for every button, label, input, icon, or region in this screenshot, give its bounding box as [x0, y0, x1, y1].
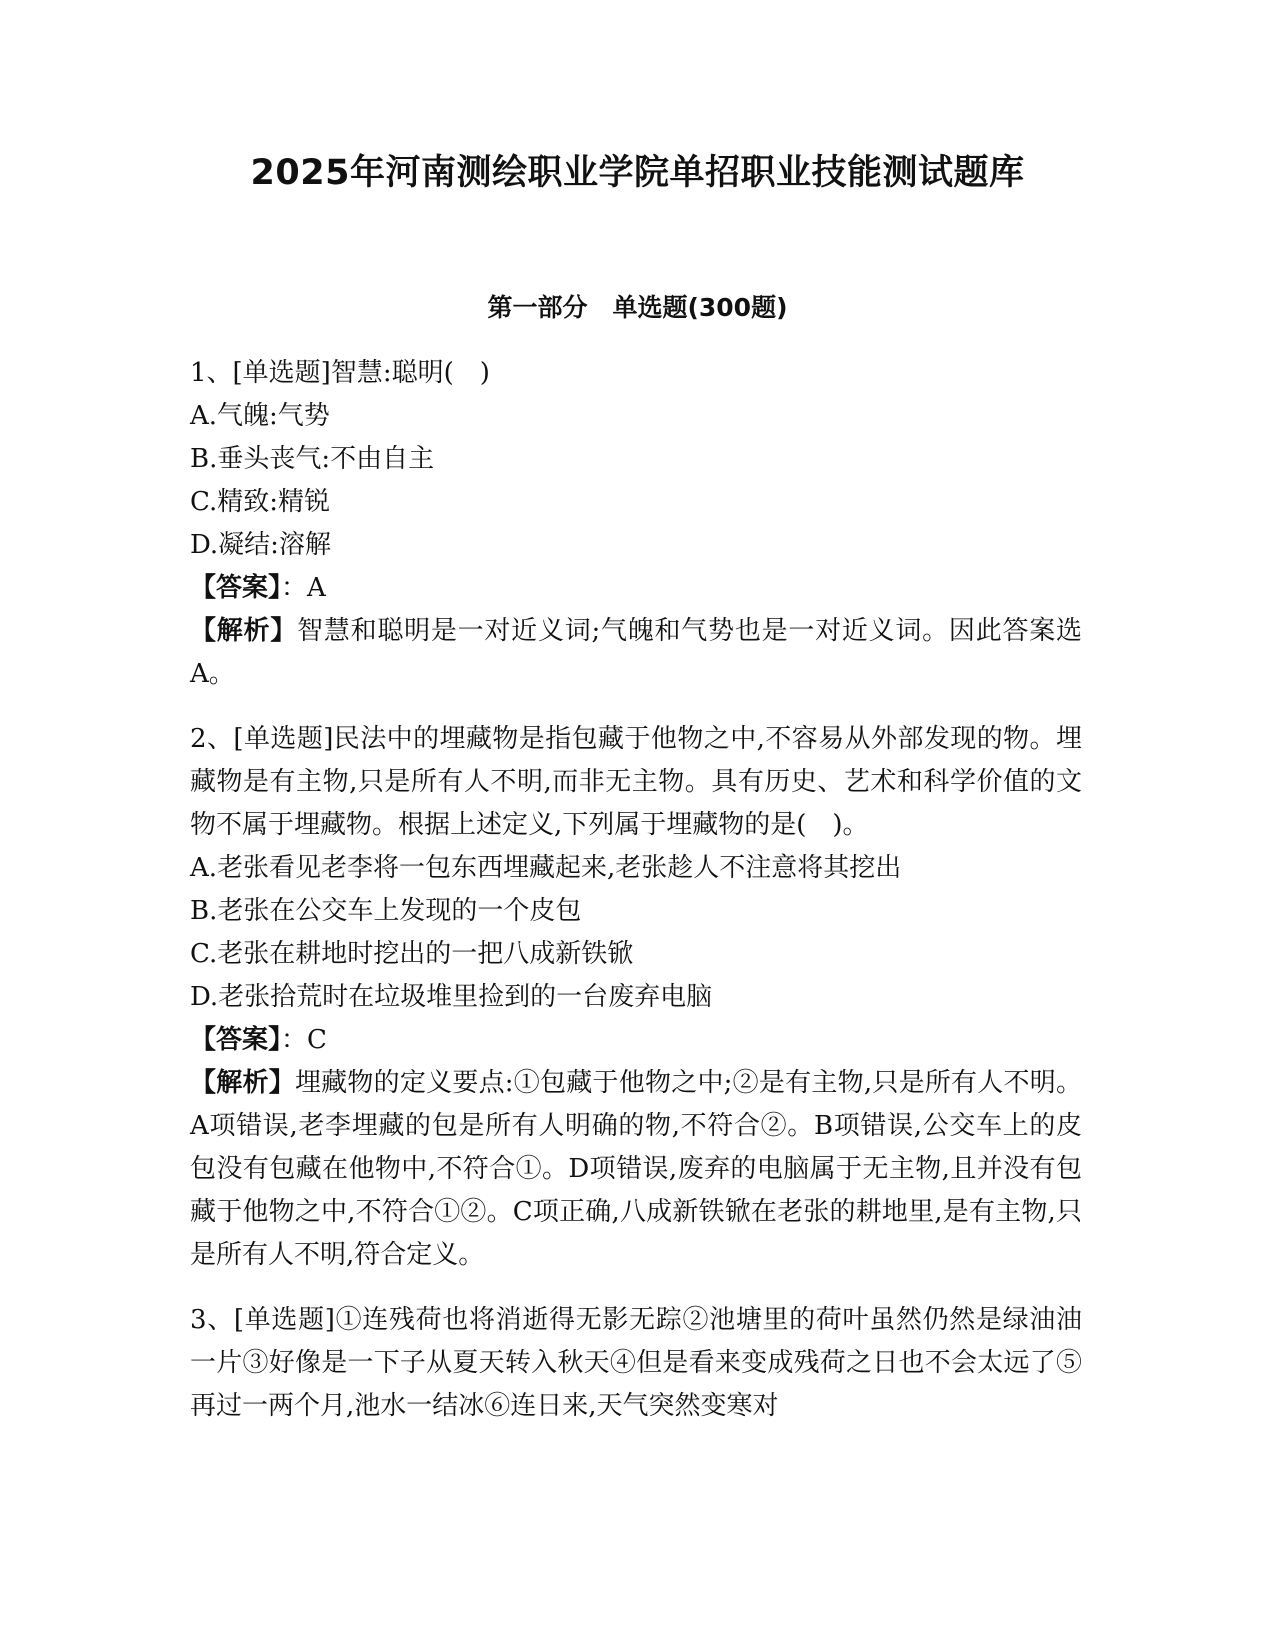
option-b: B.老张在公交车上发现的一个皮包 [190, 896, 582, 926]
analysis-label: 【解析】 [190, 616, 298, 646]
question-item [190, 352, 1082, 696]
option-d: D.凝结:溶解 [190, 530, 331, 560]
option-a: A.老张看见老李将一包东西埋藏起来,老张趁人不注意将其挖出 [190, 853, 902, 883]
option-c: C.老张在耕地时挖出的一把八成新铁锨 [190, 939, 634, 969]
answer-label: 【答案】 [190, 1025, 282, 1055]
answer-label: 【答案】 [190, 573, 282, 603]
option-b: B.垂头丧气:不由自主 [190, 444, 435, 474]
option-d: D.老张拾荒时在垃圾堆里捡到的一台废弃电脑 [190, 982, 713, 1012]
option-c: C.精致:精锐 [190, 487, 330, 517]
question-stem: 3、[单选题]①连残荷也将消逝得无影无踪②池塘里的荷叶虽然仍然是绿油油一片③好像是一下子从夏天转入秋天④但是看来变成残荷之日也不会太远了⑤再过一两个月,池水一结冰⑥连日来,天气突然变寒对 [190, 1305, 1082, 1421]
document-title: 2025年河南测绘职业学院单招职业技能测试题库 [250, 153, 1025, 193]
answer-value: ：A [281, 573, 326, 603]
question-item [190, 718, 1082, 1277]
option-a: A.气魄:气势 [190, 401, 330, 431]
analysis-paragraph [190, 1062, 1082, 1277]
analysis-text: 智慧和聪明是一对近义词;气魄和气势也是一对近义词。因此答案选A。 [190, 616, 1082, 689]
analysis-label: 【解析】 [190, 1068, 295, 1098]
answer-line [190, 567, 1082, 610]
analysis-paragraph [190, 610, 1082, 696]
section-title: 第一部分 单选题(300题) [487, 293, 788, 322]
answer-value: ：C [281, 1025, 327, 1055]
question-stem: 2、[单选题]民法中的埋藏物是指包藏于他物之中,不容易从外部发现的物。埋藏物是有主物,只是所有人不明,而非无主物。具有历史、艺术和科学价值的文物不属于埋藏物。根据上述定义,下列属于埋藏物的是( )。 [190, 724, 1082, 840]
question-item [190, 1299, 1082, 1428]
question-list [190, 352, 1082, 1450]
analysis-text: 埋藏物的定义要点:①包藏于他物之中;②是有主物,只是所有人不明。A项错误,老李埋藏的包是所有人明确的物,不符合②。B项错误,公交车上的皮包没有包藏在他物中,不符合①。D项错误,废弃的电脑属于无主物,且并没有包藏于他物之中,不符合①②。C项正确,八成新铁锨在老张的耕地里,是有主物,只是所有人不明,符合定义。 [190, 1068, 1082, 1270]
question-stem: 1、[单选题]智慧:聪明( ) [190, 358, 490, 388]
answer-line [190, 1019, 1082, 1062]
